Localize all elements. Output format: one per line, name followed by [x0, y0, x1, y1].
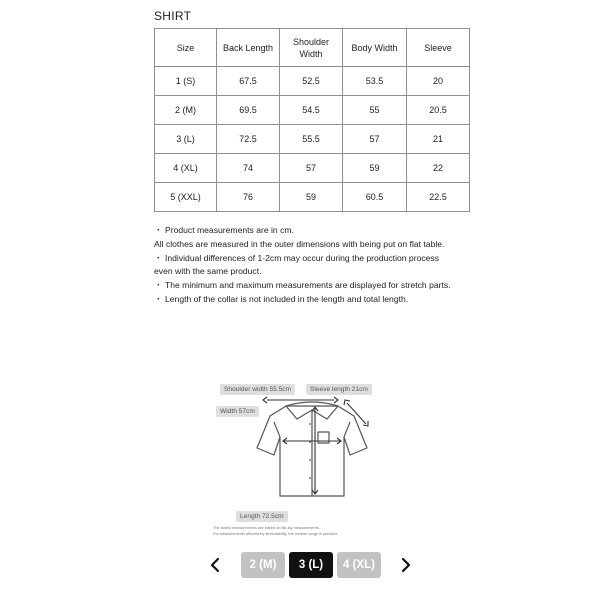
cell-sleeve: 22.5 [407, 183, 470, 212]
shirt-illustration [200, 376, 400, 544]
table-row [155, 183, 470, 212]
size-button-2m[interactable]: 2 (M) [241, 552, 285, 578]
length-label: Length 72.5cm [236, 511, 288, 522]
size-button-4xl[interactable]: 4 (XL) [337, 552, 381, 578]
shoulder-width-arrow [263, 397, 338, 403]
cell-sleeve: 22 [407, 154, 470, 183]
table-row [155, 125, 470, 154]
shirt-outline [257, 402, 367, 496]
cell-size: 3 (L) [155, 125, 217, 154]
shirt-measurement-diagram [200, 376, 400, 544]
header-shoulder-width-label: Shoulder Width [292, 36, 330, 59]
header-back-length: Back Length [217, 29, 280, 67]
width-label: Width 57cm [216, 406, 259, 417]
cell-body-width: 55 [343, 96, 407, 125]
table-row [155, 67, 470, 96]
fine-print-2: For measurements affected by stretchability, the median range is provided. [213, 532, 339, 536]
size-button-3l[interactable]: 3 (L) [289, 552, 333, 578]
cell-body-width: 59 [343, 154, 407, 183]
cell-size: 5 (XXL) [155, 183, 217, 212]
header-size: Size [155, 29, 217, 67]
cell-size: 2 (M) [155, 96, 217, 125]
shoulder-width-label: Shoulder width 55.5cm [220, 384, 295, 395]
cell-back-length: 72.5 [217, 125, 280, 154]
note-line: ・ The minimum and maximum measurements are displayed for stretch parts. [154, 280, 451, 291]
table-row [155, 154, 470, 183]
fine-print-1: The stated measurements are based on flat-lay measurements. [213, 526, 320, 530]
note-line: ・ Individual differences of 1-2cm may occur during the production process even with the same product. [154, 252, 440, 277]
cell-body-width: 57 [343, 125, 407, 154]
header-body-width: Body Width [343, 29, 407, 67]
cell-sleeve: 20.5 [407, 96, 470, 125]
size-selector [200, 552, 420, 578]
cell-size: 1 (S) [155, 67, 217, 96]
table-header-row [155, 29, 470, 67]
cell-back-length: 67.5 [217, 67, 280, 96]
section-title: SHIRT [154, 9, 192, 23]
cell-body-width: 53.5 [343, 67, 407, 96]
cell-size: 4 (XL) [155, 154, 217, 183]
note-line: All clothes are measured in the outer dimensions with being put on flat table. [154, 238, 445, 249]
measurement-notes [154, 224, 454, 307]
cell-shoulder-width: 59 [280, 183, 343, 212]
table-row [155, 96, 470, 125]
shirt-buttons [309, 423, 311, 479]
next-size-button[interactable] [397, 556, 415, 574]
cell-back-length: 74 [217, 154, 280, 183]
chevron-left-icon [206, 556, 224, 574]
cell-body-width: 60.5 [343, 183, 407, 212]
note-line: ・ Length of the collar is not included in the length and total length. [154, 293, 409, 304]
size-table [154, 28, 470, 212]
chevron-right-icon [397, 556, 415, 574]
length-arrow [312, 407, 318, 494]
cell-shoulder-width: 54.5 [280, 96, 343, 125]
cell-shoulder-width: 52.5 [280, 67, 343, 96]
header-shoulder-width [280, 29, 343, 67]
cell-shoulder-width: 55.5 [280, 125, 343, 154]
header-sleeve: Sleeve [407, 29, 470, 67]
prev-size-button[interactable] [206, 556, 224, 574]
sleeve-length-label: Sleeve length 21cm [306, 384, 372, 395]
cell-sleeve: 21 [407, 125, 470, 154]
cell-sleeve: 20 [407, 67, 470, 96]
cell-back-length: 69.5 [217, 96, 280, 125]
cell-back-length: 76 [217, 183, 280, 212]
cell-shoulder-width: 57 [280, 154, 343, 183]
note-line: ・ Product measurements are in cm. [154, 225, 294, 235]
